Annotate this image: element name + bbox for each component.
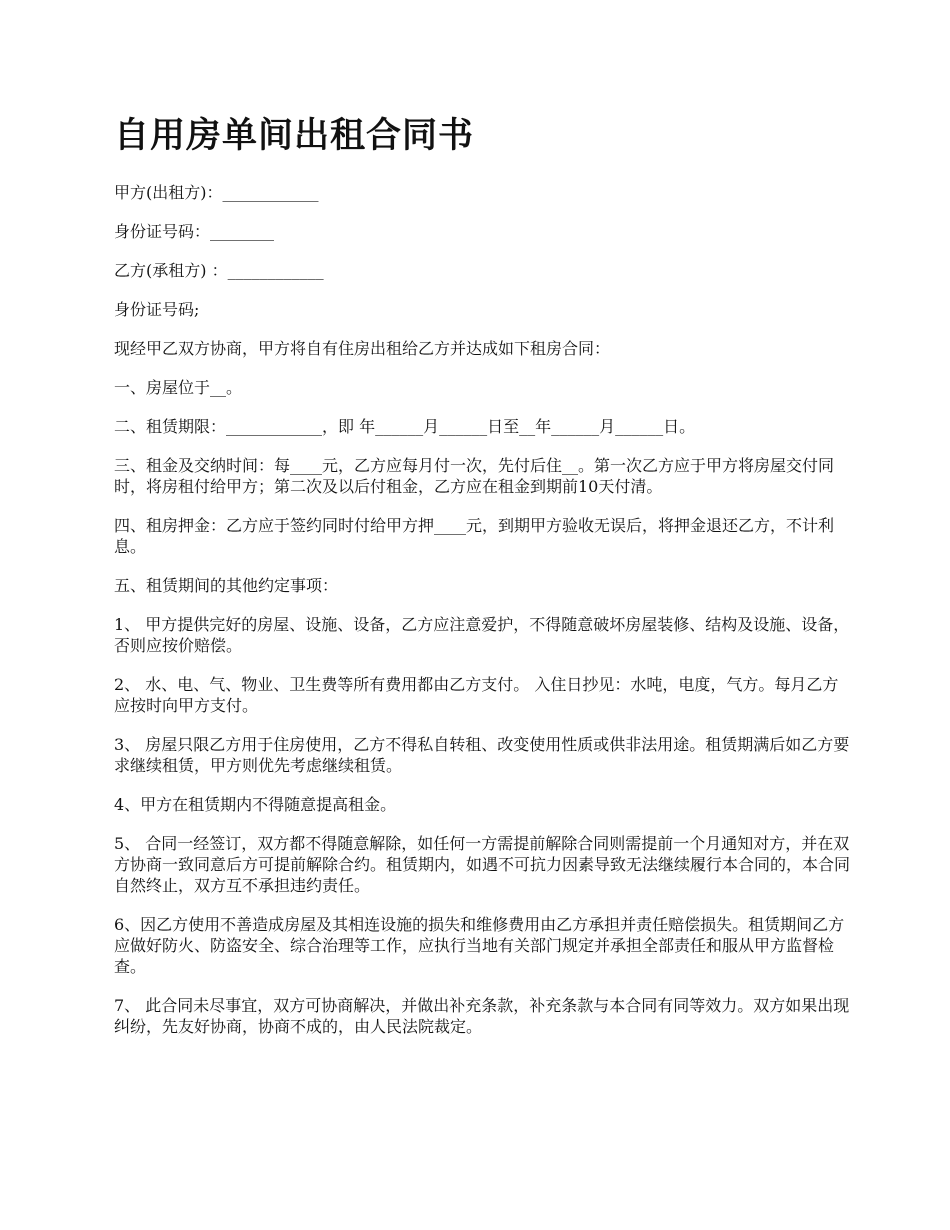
party-a-id-line: 身份证号码：________ xyxy=(114,222,275,241)
clause-lease-term: 二、租赁期限：____________，即 年______月______日至__年______月______日。 xyxy=(114,417,696,436)
term-item-6: 6、因乙方使用不善造成房屋及其相连设施的损失和维修费用由乙方承担并责任赔偿损失。租赁期间乙方应做好防火、防盗安全、综合治理等工作，应执行当地有关部门规定并承担全部责任和服从甲方监督检查。 xyxy=(114,915,845,976)
term-item-5: 5、 合同一经签订，双方都不得随意解除，如任何一方需提前解除合同则需提前一个月通知对方，并在双方协商一致同意后方可提前解除合约。租赁期内，如遇不可抗力因素导致无法继续履行本合同的，本合同自然终止，双方互不承担违约责任。 xyxy=(114,834,851,895)
preamble-paragraph: 现经甲乙双方协商，甲方将自有住房出租给乙方并达成如下租房合同： xyxy=(114,339,611,358)
term-item-3: 3、 房屋只限乙方用于住房使用，乙方不得私自转租、改变使用性质或供非法用途。租赁期满后如乙方要求继续租赁，甲方则优先考虑继续租赁。 xyxy=(114,735,850,775)
party-b-line: 乙方(承租方) ：____________ xyxy=(114,261,324,280)
term-item-7: 7、 此合同未尽事宜，双方可协商解决，并做出补充条款，补充条款与本合同有同等效力。双方如果出现纠纷，先友好协商，协商不成的，由人民法院裁定。 xyxy=(114,996,850,1036)
clause-deposit: 四、租房押金：乙方应于签约同时付给甲方押____元，到期甲方验收无误后，将押金退还乙方，不计利息。 xyxy=(114,516,835,556)
term-item-2: 2、 水、电、气、物业、卫生费等所有费用都由乙方支付。 入住日抄见：水吨，电度，气方。每月乙方应按时向甲方支付。 xyxy=(114,675,839,715)
document-page xyxy=(114,112,854,1055)
term-item-4: 4、甲方在租赁期内不得随意提高租金。 xyxy=(114,795,397,814)
clause-other-terms-heading: 五、租赁期间的其他约定事项： xyxy=(114,576,339,595)
party-b-id-line: 身份证号码; xyxy=(114,300,200,319)
party-a-line: 甲方(出租方)：____________ xyxy=(114,183,319,202)
clause-rent-payment: 三、租金及交纳时间：每____元，乙方应每月付一次，先付后住__。第一次乙方应于甲方将房屋交付同时，将房租付给甲方；第二次及以后付租金，乙方应在租金到期前10天付清。 xyxy=(114,456,835,496)
term-item-1: 1、 甲方提供完好的房屋、设施、设备，乙方应注意爱护，不得随意破坏房屋装修、结构及设施、设备，否则应按价赔偿。 xyxy=(114,615,850,655)
clause-location: 一、房屋位于__。 xyxy=(114,378,243,397)
document-title: 自用房单间出租合同书 xyxy=(114,116,475,156)
